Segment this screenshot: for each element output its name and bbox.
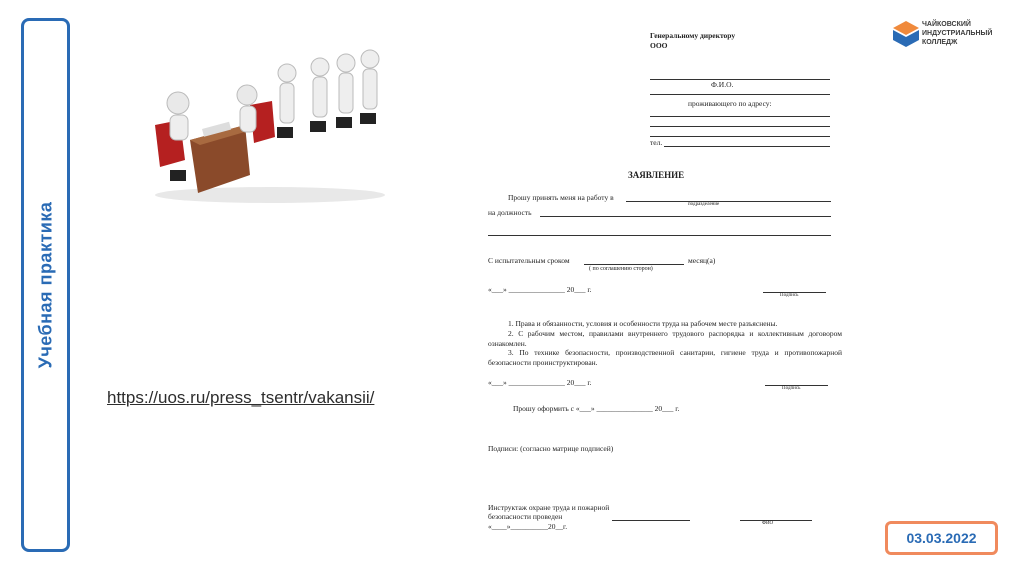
- application-document: [478, 28, 842, 548]
- doc-fio-small: ФИО: [762, 521, 774, 526]
- doc-line: [650, 126, 830, 127]
- college-logo: [892, 18, 1002, 54]
- doc-line: [540, 216, 831, 217]
- doc-addressee-1: Генеральному директору: [650, 31, 736, 40]
- doc-line: [650, 79, 830, 80]
- logo-line-3: КОЛЛЕДЖ: [922, 39, 958, 46]
- doc-signatures-label: Подписи: (согласно матрице подписей): [488, 444, 614, 453]
- doc-request-register: Прошу оформить с «___» _______________ 20___ г.: [513, 404, 680, 413]
- doc-addressee-2: ООО: [650, 41, 668, 50]
- doc-department-label: подразделение: [688, 202, 720, 207]
- college-logo-icon: [892, 20, 920, 48]
- doc-line: [650, 116, 830, 117]
- doc-paragraph-2: 2. С рабочим местом, правилами внутреннего трудового распорядка и коллективным договором ознакомлен.: [488, 329, 842, 348]
- logo-line-1: ЧАЙКОВСКИЙ: [922, 21, 971, 28]
- doc-signature-label-2: Подпись: [782, 386, 801, 391]
- doc-fio-label: Ф.И.О.: [711, 80, 734, 89]
- doc-line: [626, 201, 831, 202]
- doc-line: [664, 146, 830, 147]
- doc-instruct-line-1: Инструктаж охране труда и пожарной: [488, 503, 610, 512]
- doc-date-line-2: «___» _______________ 20___ г.: [488, 378, 592, 387]
- doc-line: [488, 235, 831, 236]
- doc-title: ЗАЯВЛЕНИЕ: [628, 170, 685, 180]
- date-badge: 03.03.2022: [885, 521, 998, 555]
- doc-line: [650, 94, 830, 95]
- doc-date-line-1: «___» _______________ 20___ г.: [488, 285, 592, 294]
- doc-residing-label: проживающего по адресу:: [688, 99, 772, 108]
- doc-instruct-date: «____»__________20__г.: [488, 522, 568, 531]
- college-logo-text: [922, 20, 992, 47]
- logo-line-2: ИНДУСТРИАЛЬНЫЙ: [922, 30, 993, 37]
- doc-agreement-label: ( по соглашению сторон): [589, 266, 653, 272]
- doc-instruct-line-2: безопасности проведен: [488, 512, 563, 521]
- doc-line: [584, 264, 684, 265]
- interview-illustration: [150, 45, 390, 205]
- doc-position-label: на должность: [488, 208, 532, 217]
- doc-line: [612, 520, 690, 521]
- doc-months-label: месяц(а): [688, 256, 716, 265]
- sidebar-frame: [21, 18, 70, 552]
- doc-probation-label: С испытательным сроком: [488, 256, 570, 265]
- doc-signature-label-1: Подпись: [780, 293, 799, 298]
- doc-request-work: Прошу принять меня на работу в: [508, 193, 614, 202]
- doc-tel-label: тел.: [650, 138, 663, 147]
- doc-line: [650, 136, 830, 137]
- doc-paragraph-3: 3. По технике безопасности, производственной санитарии, гигиене труда и противопожарной безопасности проинструктирован.: [488, 348, 842, 367]
- doc-paragraph-1: 1. Права и обязанности, условия и особенности труда на рабочем месте разъяснены.: [508, 319, 778, 328]
- vacancies-link[interactable]: https://uos.ru/press_tsentr/vakansii/: [107, 388, 375, 407]
- doc-line: [740, 520, 812, 521]
- sidebar-title: Учебная практика: [35, 201, 55, 369]
